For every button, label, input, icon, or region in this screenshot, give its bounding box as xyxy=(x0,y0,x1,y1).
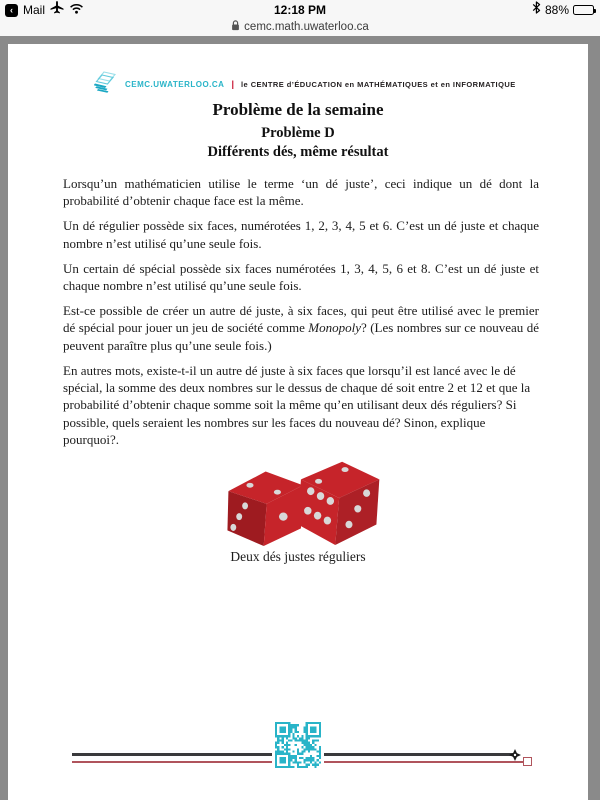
address-bar[interactable] xyxy=(0,18,600,35)
url-text: cemc.math.uwaterloo.ca xyxy=(244,20,369,33)
paragraph-2: Un dé régulier possède six faces, numérotées 1, 2, 3, 4, 5 et 6. C’est un dé juste et chaque nombre n’est utilisé qu’une seule fois. xyxy=(63,218,539,251)
clock: 12:18 PM xyxy=(273,3,327,17)
cemc-logo-icon xyxy=(94,71,118,98)
page-subtitle-topic: Différents dés, même résultat xyxy=(207,144,389,160)
status-bar xyxy=(0,0,600,36)
document-body xyxy=(63,175,539,456)
lock-icon xyxy=(231,18,240,36)
paragraph-1: Lorsqu’un mathématicien utilise le terme ‘un dé juste’, ceci indique un dé dont la probabilité d’obtenir chaque face est la même. xyxy=(63,176,539,209)
cemc-header xyxy=(94,72,516,96)
dice-illustration xyxy=(8,450,588,553)
paragraph-5: En autres mots, existe-t-il un autre dé juste à six faces que lorsqu’il est lancé avec le dé spécial, la somme des deux nombres sur le dessus de chaque dé soit entre 2 et 12 et que la probabilité d’obtenir chaque somme soit la même qu’en utilisant deux dés réguliers? Si possible, quels seraient les nombres sur les faces du nouveau dé? Sinon, explique pourquoi?. xyxy=(63,362,531,448)
header-site-label: CEMC.UWATERLOO.CA xyxy=(125,79,225,89)
figure-caption: Deux dés justes réguliers xyxy=(230,549,366,564)
bluetooth-icon xyxy=(532,1,541,19)
qr-code xyxy=(272,719,324,771)
header-separator: | xyxy=(231,79,234,89)
battery-percent-label: 88% xyxy=(544,3,569,17)
header-org-label: le CENTRE d’ÉDUCATION en MATHÉMATIQUES et en INFORMATIQUE xyxy=(241,79,516,89)
document-page xyxy=(8,44,588,800)
diamond-ornament-icon xyxy=(509,748,521,766)
open-square-ornament-icon xyxy=(523,757,532,766)
page-subtitle-problem: Problème D xyxy=(261,125,335,141)
paragraph-4: Est-ce possible de créer un autre dé juste, à six faces, qui peut être utilisé avec le premier dé spécial pour jouer un jeu de société comme Monopoly? (Les nombres sur ce nouveau dé peuvent paraître plus qu’une seule fois.) xyxy=(63,302,539,353)
monopoly-italic: Monopoly xyxy=(308,320,362,336)
page-title: Problème de la semaine xyxy=(212,100,384,119)
battery-icon xyxy=(573,5,594,15)
back-app-label[interactable]: Mail xyxy=(23,3,46,17)
chevron-left-icon: ‹ xyxy=(10,5,13,15)
paragraph-3: Un certain dé spécial possède six faces numérotées 1, 3, 4, 5, 6 et 8. C’est un dé juste et chaque nombre n’est utilisé qu’une seule fois. xyxy=(63,260,539,294)
